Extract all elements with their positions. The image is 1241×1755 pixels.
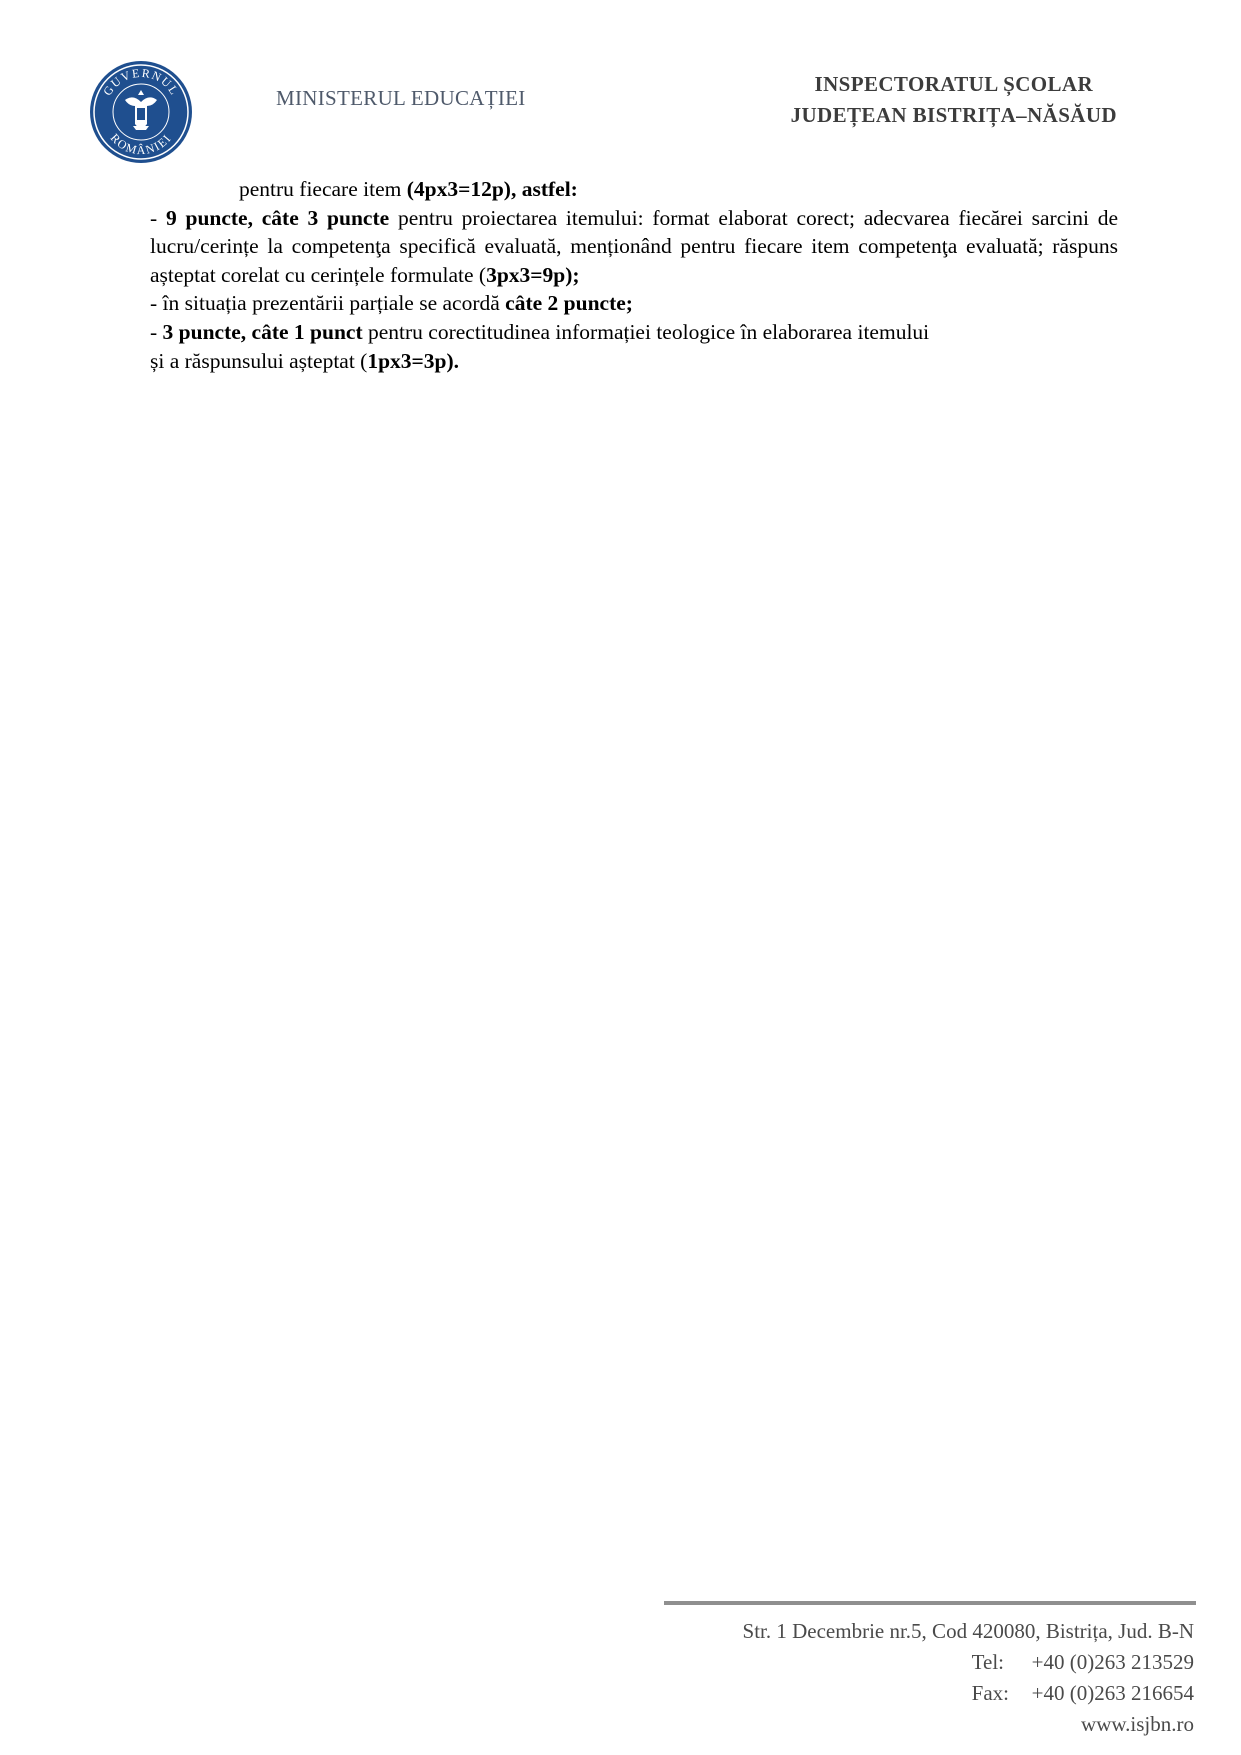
ministry-name: MINISTERUL EDUCAȚIEI <box>276 86 526 110</box>
paragraph-design-points <box>150 204 1118 290</box>
paragraph-score-intro <box>150 175 1118 204</box>
footer-divider <box>664 1601 1196 1605</box>
text-run: și a răspunsului așteptat ( <box>150 348 368 373</box>
logo-text-top: GUVERNUL <box>100 65 182 99</box>
inspectorate-line-2: JUDEȚEAN BISTRIȚA–NĂSĂUD <box>790 103 1117 127</box>
footer-address: Str. 1 Decembrie nr.5, Cod 420080, Bistrița, Jud. B-N <box>742 1619 1194 1643</box>
paragraph-correctness-points <box>150 318 1118 347</box>
footer-website-link[interactable]: www.isjbn.ro <box>1081 1712 1194 1736</box>
footer-contact <box>743 1616 1194 1740</box>
paragraph-partial-points <box>150 289 1118 318</box>
fax-number: +40 (0)263 216654 <box>1031 1681 1194 1705</box>
tel-label: Tel: <box>971 1650 1005 1674</box>
bold-text: 1px3=3p). <box>367 348 460 373</box>
text-run: - <box>150 319 163 344</box>
bold-text: (4px3=12p), astfel: <box>406 177 578 201</box>
inspectorate-title <box>791 69 1117 131</box>
bold-text: 9 puncte, câte 3 puncte <box>165 205 390 230</box>
bold-text: 3px3=9p); <box>486 262 580 287</box>
tel-number: +40 (0)263 213529 <box>1031 1650 1194 1674</box>
logo-text-bottom: ROMÂNIEI <box>107 130 175 158</box>
text-run: pentru fiecare item <box>239 177 407 201</box>
footer-tel <box>743 1647 1194 1678</box>
inspectorate-line-1: INSPECTORATUL ȘCOLAR <box>814 72 1094 96</box>
text-run: - în situația prezentării parțiale se acordă <box>150 291 506 316</box>
government-logo <box>89 60 193 164</box>
bold-text: câte 2 puncte; <box>505 291 633 316</box>
paragraph-expected-answer <box>150 347 1118 376</box>
footer-fax <box>743 1678 1194 1709</box>
text-run: pentru proiectarea itemului: format elaborat corect; adecvarea fiecărei sarcini de lucru/cerințe la competenţa specifică evaluată, menționând pentru fiecare item competenţa evaluată; răspuns așteptat corelat cu cerințele formulate ( <box>150 205 1119 287</box>
text-run: - <box>150 205 166 230</box>
bold-text: 3 puncte, câte 1 punct <box>162 319 363 344</box>
fax-label: Fax: <box>971 1681 1009 1705</box>
text-run: pentru corectitudinea informației teologice în elaborarea itemului <box>362 319 930 344</box>
document-body <box>150 175 1118 375</box>
